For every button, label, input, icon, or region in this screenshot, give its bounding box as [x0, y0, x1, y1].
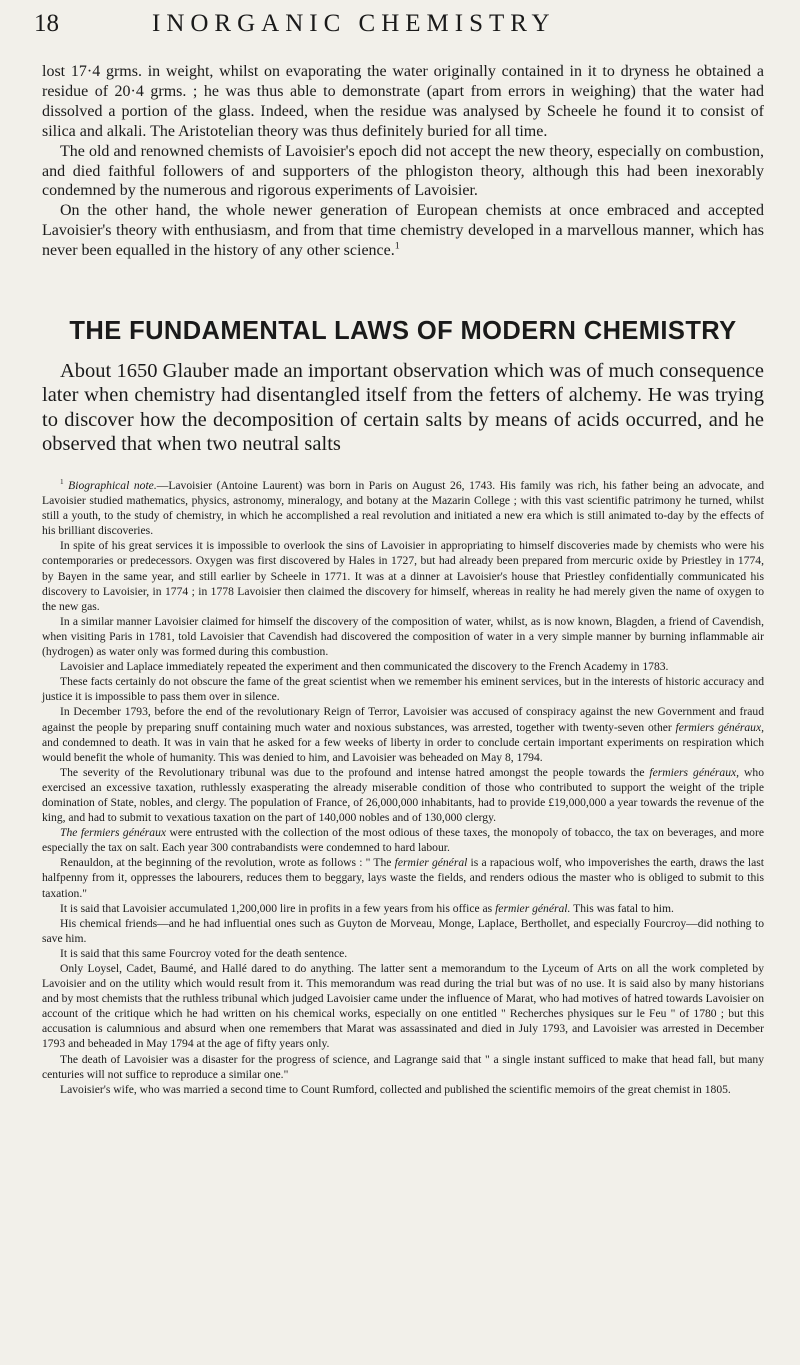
footnote-emphasis: fermier général	[394, 856, 468, 870]
footnote-emphasis: The fermiers généraux	[60, 826, 167, 840]
footnote-emphasis: fermiers généraux,	[649, 765, 740, 779]
footnote-text: The severity of the Revolutionary tribunal was due to the profound and intense hatred amongst the people towards the	[60, 765, 650, 779]
footnote-text: In December 1793, before the end of the revolutionary Reign of Terror, Lavoisier was accused of conspiracy against the new Government and fraud against the people by preparing snuff containing much water and noxious substances, was arrested, together with twenty-seven other	[42, 705, 764, 734]
footnote-emphasis: fermiers généraux,	[675, 720, 764, 734]
footnote-marker: 1	[60, 478, 64, 487]
footnote-text: who exercised an excessive taxation, ruthlessly exasperating the already miserable condition of those who contributed to support the weight of the triple domination of State, nobles, and clergy. The population of France, of 26,000,000 inhabitants, had to provide £19,000,000 a year towards the revenue of the king, and had to submit to vexatious taxation on the part of 140,000 nobles and of 130,000 clergy.	[42, 765, 764, 825]
footnote-heading: Biographical note.	[68, 479, 157, 492]
footnote-paragraph	[42, 765, 764, 825]
running-title: INORGANIC CHEMISTRY	[152, 10, 556, 37]
footnote-paragraph: Lavoisier's wife, who was married a second time to Count Rumford, collected and published the scientific memoirs of the great chemist in 1805.	[60, 1082, 731, 1096]
footnote-text: is a rapacious wolf, who impoverishes the earth, draws the last halfpenny from it, oppresses the labourers, reduces them to beggary, lays waste the fields, and renders odious the master who is obliged to submit to this taxation."	[42, 856, 764, 900]
footnote-text: —Lavoisier (Antoine Laurent) was born in Paris on August 26, 1743. His family was rich, his father being an advocate, and Lavoisier studied mathematics, physics, astronomy, mineralogy, and botany at the Mazarin College ; with this vast scientific patrimony he turned, whilst still a youth, to the study of chemistry, in which he accomplished a real revolution and initiated a new era which is still animated to-day by the effects of his brilliant discoveries.	[42, 479, 764, 538]
page-number: 18	[34, 10, 59, 37]
footnote-paragraph	[42, 704, 764, 764]
paragraph-text: On the other hand, the whole newer generation of European chemists at once embraced and accepted Lavoisier's theory with enthusiasm, and from that time chemistry developed in a marvellous manner, which has never been equalled in the history of any other science.	[42, 202, 764, 260]
paragraph	[42, 201, 764, 261]
footnote-paragraph	[42, 855, 764, 900]
footnote-paragraph: It is said that this same Fourcroy voted for the death sentence.	[60, 946, 348, 960]
footnote-ref: 1	[394, 240, 400, 252]
footnote-paragraph	[42, 825, 764, 855]
footnote-text: It is said that Lavoisier accumulated 1,200,000 lire in profits in a few years from his office as	[60, 901, 496, 915]
section-intro	[42, 359, 764, 456]
body-text	[42, 62, 764, 261]
footnote-text: Renauldon, at the beginning of the revolution, wrote as follows : " The	[60, 856, 395, 870]
paragraph: The old and renowned chemists of Lavoisier's epoch did not accept the new theory, especially on combustion, and died faithful followers of and supporters of the phlogiston theory, although this had been inexorably condemned by the numerous and rigorous experiments of Lavoisier.	[42, 142, 764, 200]
footnote-text: and condemned to death. It was in vain that he asked for a few weeks of liberty in order to conclude certain important experiments on respiration which would benefit the whole of humanity. This was denied to him, and Lavoisier was beheaded on May 8, 1794.	[42, 735, 764, 764]
footnote-paragraph: Lavoisier and Laplace immediately repeated the experiment and then communicated the discovery to the French Academy in 1783.	[60, 660, 669, 674]
footnotes	[42, 478, 764, 1097]
footnote-text: were entrusted with the collection of the most odious of these taxes, the monopoly of tobacco, the tax on beverages, and more especially the tax on salt. Each year 300 contrabandists were condemned to hard labour.	[42, 826, 764, 855]
footnote-paragraph: Only Loysel, Cadet, Baumé, and Hallé dared to do anything. The latter sent a memorandum to the Lyceum of Arts on all the work completed by Lavoisier and on the utility which would result from it. This memorandum was read during the trial but was of no use. It is said also by many historians and by most chemists that the ruthless tribunal which judged Lavoisier came under the influence of Marat, who had motives of hatred towards Lavoisier on account of the critique which he had written on his chemical works, especially on one entitled " Recherches physiques sur le Feu " of 1780 ; but this accusation is calumnious and absurd when one remembers that Marat was assassinated and died in July 1793, and Lavoisier was arrested in December 1793 and beheaded in May 1794 at the age of fifty years only.	[42, 962, 764, 1051]
footnote-paragraph: The death of Lavoisier was a disaster for the progress of science, and Lagrange said that " a single instant sufficed to make that head fall, but many centuries will not suffice to reproduce a similar one."	[42, 1052, 764, 1081]
footnote-text: This was fatal to him.	[570, 901, 674, 915]
paragraph: lost 17·4 grms. in weight, whilst on evaporating the water originally contained in it to dryness he obtained a residue of 20·4 grms. ; he was thus able to demonstrate (apart from errors in weighing) that the water had dissolved a portion of the glass. Indeed, when the residue was analysed by Scheele he found it to consist of silica and alkali. The Aristotelian theory was thus definitely buried for all time.	[42, 63, 764, 140]
section-heading: THE FUNDAMENTAL LAWS OF MODERN CHEMISTRY	[69, 317, 737, 345]
footnote-emphasis: fermier général.	[495, 901, 571, 915]
footnote-paragraph: In a similar manner Lavoisier claimed for himself the discovery of the composition of water, whilst, as is now known, Blagden, a friend of Cavendish, when visiting Paris in 1781, told Lavoisier that Cavendish had discovered the composition of water in a very simple manner by burning inflammable air (hydrogen) as water only was formed during this combustion.	[42, 614, 764, 659]
footnote-paragraph: These facts certainly do not obscure the fame of the great scientist when we remember his eminent services, but in the interests of historic accuracy and justice it is impossible to pass them over in silence.	[42, 675, 764, 704]
page-header	[34, 6, 764, 50]
footnote-paragraph: In spite of his great services it is impossible to overlook the sins of Lavoisier in appropriating to himself discoveries made by chemists who were his contemporaries or predecessors. Oxygen was first discovered by Hales in 1727, but had already been prepared from mercuric oxide by Priestley in 1774, by Bayen in the same year, and still earlier by Scheele in 1771. It was at a dinner at Lavoisier's house that Priestley confidentially communicated his discovery to Lavoisier, in 1774 ; in 1778 Lavoisier then claimed the discovery for himself, whereas in reality he had merely given the name of oxygen to the new gas.	[42, 539, 764, 613]
footnote-paragraph: His chemical friends—and he had influential ones such as Guyton de Morveau, Monge, Laplace, Berthollet, and especially Fourcroy—did nothing to save him.	[42, 916, 764, 945]
paragraph: About 1650 Glauber made an important observation which was of much consequence later when chemistry had disentangled itself from the fetters of alchemy. He was trying to discover how the decomposition of certain salts by means of acids occurred, and he observed that when two neutral salts	[42, 360, 764, 455]
footnote-paragraph	[42, 478, 764, 538]
footnote-paragraph	[42, 901, 764, 916]
